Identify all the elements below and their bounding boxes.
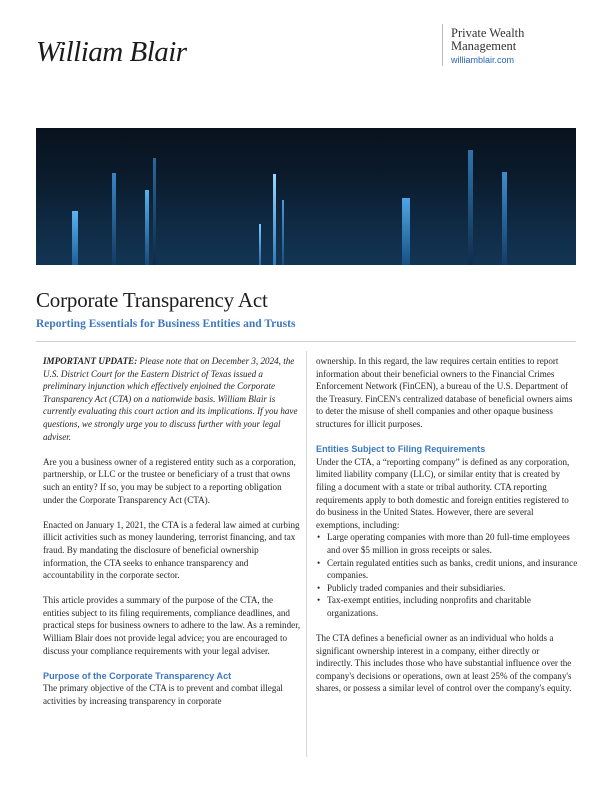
column-divider	[306, 351, 307, 757]
purpose-heading: Purpose of the Corporate Transparency Act	[43, 670, 232, 681]
division-line-2: Management	[451, 39, 517, 53]
banner-light-bar	[153, 158, 156, 265]
right-column	[316, 355, 578, 695]
banner-light-bar	[145, 190, 149, 265]
intro-paragraph: Are you a business owner of a registered entity such as a corporation, partnership, or LLC or the trustee or beneficiary of a trust that owns such an entity? If so, you may be subject to a reporting obligation under the Corporate Transparency Act (CTA).	[43, 456, 296, 505]
left-column	[43, 355, 301, 708]
important-update-note	[43, 355, 301, 443]
exemptions-list	[316, 531, 578, 619]
title-divider	[36, 341, 576, 342]
list-item: • Large operating companies with more than 20 full-time employees and over $5 million in gross receipts or sales.	[316, 531, 578, 556]
page-title: Corporate Transparency Act	[36, 288, 268, 312]
banner-light-bar	[282, 200, 284, 265]
header-divider	[442, 24, 443, 66]
list-item: • Tax-exempt entities, including nonprofits and charitable organizations.	[316, 594, 578, 619]
banner-light-bar	[259, 224, 261, 265]
division-line-1: Private Wealth	[451, 26, 525, 40]
banner-light-bar	[468, 150, 473, 265]
purpose-paragraph-continued: ownership. In this regard, the law requires certain entities to report information about their beneficial owners to the Financial Crimes Enforcement Network (FinCEN), a bureau of the U.S. Department of the Treasury. FinCEN's centralized database of beneficial owners aims to deter the misuse of shell companies and other opaque business structures for illicit purposes.	[316, 356, 573, 429]
banner-light-bar	[72, 211, 78, 265]
page-subtitle: Reporting Essentials for Business Entities and Trusts	[36, 318, 296, 330]
update-label: IMPORTANT UPDATE:	[43, 356, 138, 366]
banner-light-bar	[112, 173, 116, 265]
william-blair-logo: William Blair	[36, 36, 187, 68]
banner-light-bar	[402, 198, 410, 265]
banner-light-bar	[273, 174, 276, 265]
update-text: Please note that on December 3, 2024, the U.S. District Court for the Eastern District of Texas issued a preliminary injunction which effectively enjoined the Corporate Transparency Act (CTA) on a nationwide basis. William Blair is currently evaluating this court action and its implications. If you have questions, we strongly urge you to discuss further with your legal adviser.	[43, 356, 298, 442]
purpose-paragraph: The primary objective of the CTA is to prevent and combat illegal activities by increasing transparency in corporate	[43, 683, 283, 707]
division-name	[451, 27, 524, 53]
summary-paragraph: This article provides a summary of the purpose of the CTA, the entities subject to its filing requirements, compliance deadlines, and practical steps for business owners to adhere to the law. As a reminder, William Blair does not provide legal advice; you are encouraged to discuss your compliance requirements with your legal adviser.	[43, 595, 301, 656]
entities-paragraph: Under the CTA, a “reporting company” is defined as any corporation, limited liability company (LLC), or similar entity that is created by filing a document with a state or tribal authority. CTA reporting requirements apply to both domestic and foreign entities registered to do business in the United States. However, there are several exemptions, including:	[316, 456, 570, 530]
banner-light-bar	[502, 172, 507, 265]
hero-banner-image	[36, 128, 576, 265]
entities-heading: Entities Subject to Filing Requirements	[316, 444, 486, 455]
background-paragraph: Enacted on January 1, 2021, the CTA is a federal law aimed at curbing illicit activities such as money laundering, terrorist financing, and tax fraud. By mandating the disclosure of beneficial ownership information, the CTA seeks to enhance transparency and accountability in the corporate sector.	[43, 519, 300, 581]
list-item: • Publicly traded companies and their subsidiaries.	[316, 582, 578, 595]
website-link[interactable]: williamblair.com	[451, 55, 515, 65]
beneficial-owner-paragraph: The CTA defines a beneficial owner as an individual who holds a significant ownership interest in a company, either directly or indirectly. This includes those who have substantial influence over the company's decisions or operations, own at least 25% of the company's shares, or possess a similar level of control over the company's equity.	[316, 633, 572, 694]
list-item: • Certain regulated entities such as banks, credit unions, and insurance companies.	[316, 557, 578, 582]
